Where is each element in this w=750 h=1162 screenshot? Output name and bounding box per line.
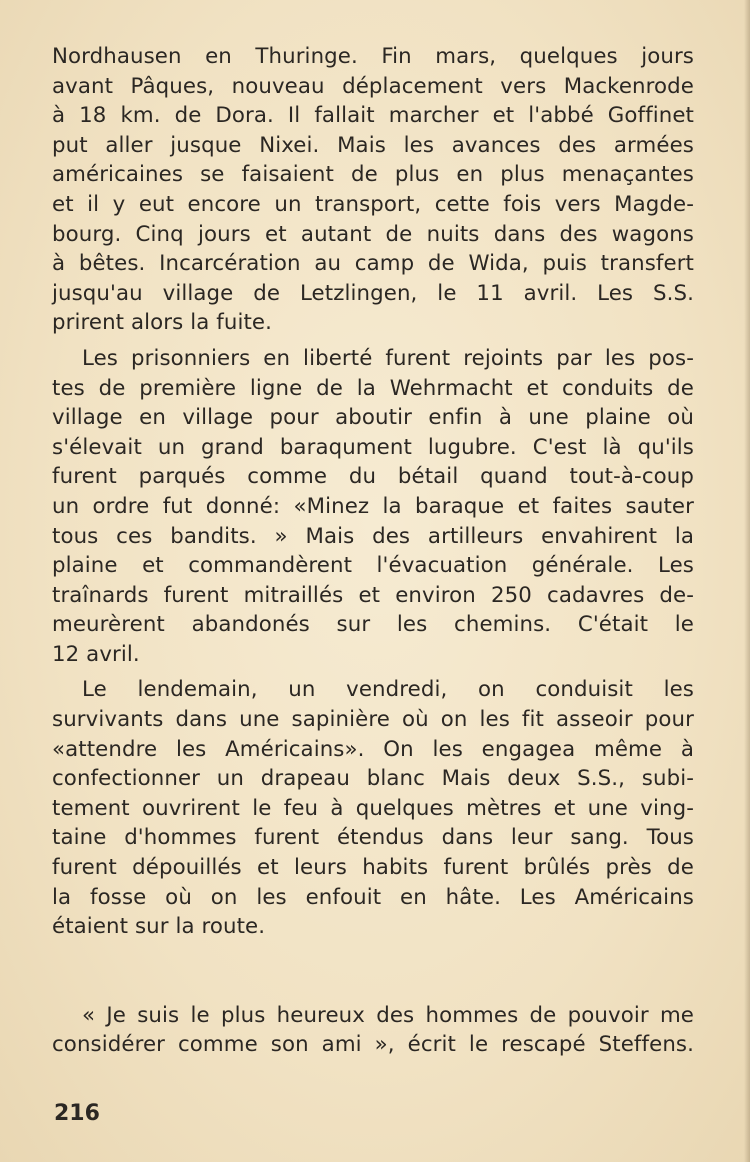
text-line: prirent alors la fuite.: [52, 310, 272, 336]
text-line: survivants dans une sapinière où on les fit asseoir pour: [52, 707, 694, 733]
text-line: un ordre fut donné: «Minez la baraque et faites sauter: [52, 493, 694, 519]
text-line: tement ouvrirent le feu à quelques mètres et une ving-: [52, 795, 694, 821]
text-line: 12 avril.: [52, 641, 140, 667]
text-line: Le lendemain, un vendredi, on conduisit les: [82, 677, 694, 703]
text-line: jusqu'au village de Letzlingen, le 11 avril. Les S.S.: [52, 280, 694, 306]
quote-line: « Je suis le plus heureux des hommes de pouvoir me: [82, 1002, 694, 1028]
text-line: avant Pâques, nouveau déplacement vers Mackenrode: [52, 73, 694, 99]
text-line: plaine et commandèrent l'évacuation générale. Les: [52, 553, 694, 579]
text-line: tous ces bandits. » Mais des artilleurs envahirent la: [52, 523, 694, 549]
text-line: taine d'hommes furent étendus dans leur sang. Tous: [52, 825, 694, 851]
text-line: à bêtes. Incarcération au camp de Wida, puis transfert: [52, 251, 694, 277]
paragraph-3: [52, 675, 694, 941]
text-line: étaient sur la route.: [52, 914, 266, 940]
body-text: [52, 42, 694, 1060]
quote-line: considérer comme son ami », écrit le rescapé Steffens.: [52, 1032, 694, 1058]
text-line: furent parqués comme du bétail quand tout-à-coup: [52, 464, 694, 490]
text-line: furent dépouillés et leurs habits furent brûlés près de: [52, 855, 694, 881]
page-edge-shadow: [744, 0, 750, 1162]
text-line: put aller jusque Nixei. Mais les avances des armées: [52, 132, 694, 158]
paragraph-1: [52, 42, 694, 338]
text-line: bourg. Cinq jours et autant de nuits dans des wagons: [52, 221, 694, 247]
text-line: et il y eut encore un transport, cette fois vers Magde-: [52, 191, 694, 217]
text-line: américaines se faisaient de plus en plus menaçantes: [52, 162, 694, 188]
quote-spacer: [52, 942, 694, 1001]
text-line: confectionner un drapeau blanc Mais deux S.S., subi-: [52, 766, 694, 792]
text-line: tes de première ligne de la Wehrmacht et conduits de: [52, 375, 694, 401]
text-line: meurèrent abandonés sur les chemins. C'était le: [52, 612, 694, 638]
text-line: s'élevait un grand baraqument lugubre. C'est là qu'ils: [52, 434, 694, 460]
page-number: 216: [54, 1101, 100, 1126]
paragraph-2: [52, 344, 694, 670]
text-line: à 18 km. de Dora. Il fallait marcher et l'abbé Goffinet: [52, 103, 694, 129]
text-line: traînards furent mitraillés et environ 250 cadavres de-: [52, 582, 694, 608]
text-line: Nordhausen en Thuringe. Fin mars, quelques jours: [52, 44, 694, 69]
text-line: village en village pour aboutir enfin à une plaine où: [52, 405, 694, 431]
text-line: Les prisonniers en liberté furent rejoints par les pos-: [82, 345, 694, 371]
text-line: la fosse où on les enfouit en hâte. Les Américains: [52, 884, 694, 910]
text-line: «attendre les Américains». On les engagea même à: [52, 736, 694, 762]
closing-quote: [52, 1001, 694, 1060]
